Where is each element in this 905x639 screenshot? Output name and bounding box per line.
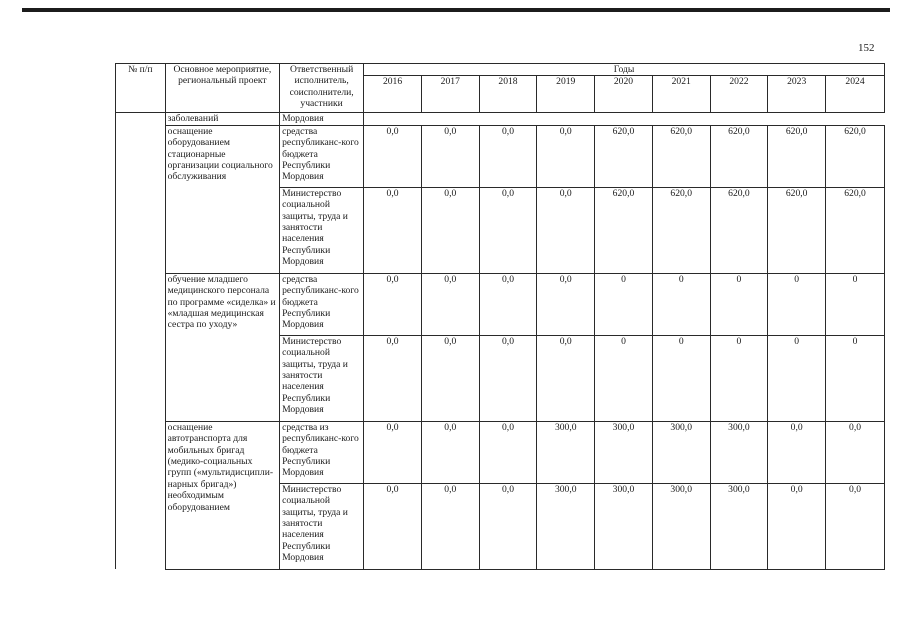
value-cell: 0,0 bbox=[364, 273, 422, 335]
value-cell: 0,0 bbox=[768, 483, 826, 569]
executor-cell: средства из республиканс-кого бюджета Республики Мордовия bbox=[280, 421, 364, 483]
value-cell: 300,0 bbox=[710, 483, 768, 569]
header-year: 2020 bbox=[595, 76, 653, 113]
value-cell: 0,0 bbox=[768, 421, 826, 483]
value-cell: 0,0 bbox=[826, 483, 885, 569]
executor-cell: средства республиканс-кого бюджета Республики Мордовия bbox=[280, 125, 364, 187]
value-cell: 0,0 bbox=[421, 187, 479, 273]
table-row bbox=[116, 421, 885, 483]
value-cell: 0,0 bbox=[537, 187, 595, 273]
value-cell: 620,0 bbox=[595, 187, 653, 273]
header-year: 2018 bbox=[479, 76, 537, 113]
continuation-row bbox=[116, 113, 885, 125]
value-cell: 620,0 bbox=[710, 125, 768, 187]
table-row bbox=[116, 273, 885, 335]
header-event: Основное мероприятие, региональный проект bbox=[165, 64, 279, 113]
continuation-empty bbox=[364, 113, 885, 125]
value-cell: 0,0 bbox=[364, 421, 422, 483]
header-row-top bbox=[116, 64, 885, 76]
header-num: № п/п bbox=[116, 64, 166, 113]
value-cell: 300,0 bbox=[652, 483, 710, 569]
value-cell: 0,0 bbox=[479, 483, 537, 569]
header-year: 2024 bbox=[826, 76, 885, 113]
value-cell: 0,0 bbox=[421, 125, 479, 187]
value-cell: 0 bbox=[710, 335, 768, 421]
executor-cell: Министерство социальной защиты, труда и занятости населения Республики Мордовия bbox=[280, 483, 364, 569]
executor-cell: Министерство социальной защиты, труда и занятости населения Республики Мордовия bbox=[280, 335, 364, 421]
value-cell: 620,0 bbox=[710, 187, 768, 273]
header-year: 2021 bbox=[652, 76, 710, 113]
value-cell: 620,0 bbox=[595, 125, 653, 187]
group-event: обучение младшего медицинского персонала по программе «сиделка» и «младшая медицинская сестра по уходу» bbox=[165, 273, 279, 421]
header-year: 2016 bbox=[364, 76, 422, 113]
page-number: 152 bbox=[858, 42, 875, 54]
value-cell: 0 bbox=[826, 335, 885, 421]
scan-top-border bbox=[22, 8, 890, 12]
value-cell: 0 bbox=[768, 273, 826, 335]
value-cell: 300,0 bbox=[652, 421, 710, 483]
header-year: 2022 bbox=[710, 76, 768, 113]
value-cell: 300,0 bbox=[710, 421, 768, 483]
executor-cell: средства республиканс-кого бюджета Республики Мордовия bbox=[280, 273, 364, 335]
table-row bbox=[116, 125, 885, 187]
value-cell: 620,0 bbox=[652, 187, 710, 273]
header-year: 2017 bbox=[421, 76, 479, 113]
continuation-executor: Мордовия bbox=[280, 113, 364, 125]
value-cell: 0,0 bbox=[364, 125, 422, 187]
value-cell: 0,0 bbox=[421, 483, 479, 569]
value-cell: 0,0 bbox=[826, 421, 885, 483]
value-cell: 0,0 bbox=[421, 421, 479, 483]
continuation-event: заболеваний bbox=[165, 113, 279, 125]
value-cell: 0 bbox=[710, 273, 768, 335]
value-cell: 0,0 bbox=[421, 335, 479, 421]
value-cell: 300,0 bbox=[537, 483, 595, 569]
value-cell: 620,0 bbox=[652, 125, 710, 187]
value-cell: 0 bbox=[768, 335, 826, 421]
value-cell: 0 bbox=[595, 273, 653, 335]
value-cell: 0 bbox=[826, 273, 885, 335]
group-event: оснащение автотранспорта для мобильных бригад (медико-социальных групп («мультидисципли-нарных бригад») необходимым оборудованием bbox=[165, 421, 279, 569]
header-executor: Ответственный исполнитель, соисполнители, участники bbox=[280, 64, 364, 113]
value-cell: 0,0 bbox=[537, 335, 595, 421]
header-year: 2019 bbox=[537, 76, 595, 113]
value-cell: 620,0 bbox=[826, 187, 885, 273]
value-cell: 0,0 bbox=[479, 335, 537, 421]
value-cell: 0,0 bbox=[364, 483, 422, 569]
value-cell: 0 bbox=[595, 335, 653, 421]
value-cell: 0,0 bbox=[479, 421, 537, 483]
value-cell: 620,0 bbox=[826, 125, 885, 187]
value-cell: 300,0 bbox=[595, 421, 653, 483]
group-event: оснащение оборудованием стационарные организации социального обслуживания bbox=[165, 125, 279, 273]
row-num-cell bbox=[116, 113, 166, 569]
value-cell: 0,0 bbox=[537, 273, 595, 335]
value-cell: 300,0 bbox=[595, 483, 653, 569]
value-cell: 0 bbox=[652, 273, 710, 335]
executor-cell: Министерство социальной защиты, труда и занятости населения Республики Мордовия bbox=[280, 187, 364, 273]
header-years-label: Годы bbox=[364, 64, 885, 76]
header-year: 2023 bbox=[768, 76, 826, 113]
value-cell: 620,0 bbox=[768, 125, 826, 187]
value-cell: 0,0 bbox=[479, 273, 537, 335]
value-cell: 0 bbox=[652, 335, 710, 421]
value-cell: 0,0 bbox=[364, 187, 422, 273]
value-cell: 0,0 bbox=[421, 273, 479, 335]
value-cell: 0,0 bbox=[479, 125, 537, 187]
value-cell: 300,0 bbox=[537, 421, 595, 483]
budget-table bbox=[115, 63, 885, 570]
value-cell: 0,0 bbox=[364, 335, 422, 421]
value-cell: 620,0 bbox=[768, 187, 826, 273]
value-cell: 0,0 bbox=[479, 187, 537, 273]
value-cell: 0,0 bbox=[537, 125, 595, 187]
